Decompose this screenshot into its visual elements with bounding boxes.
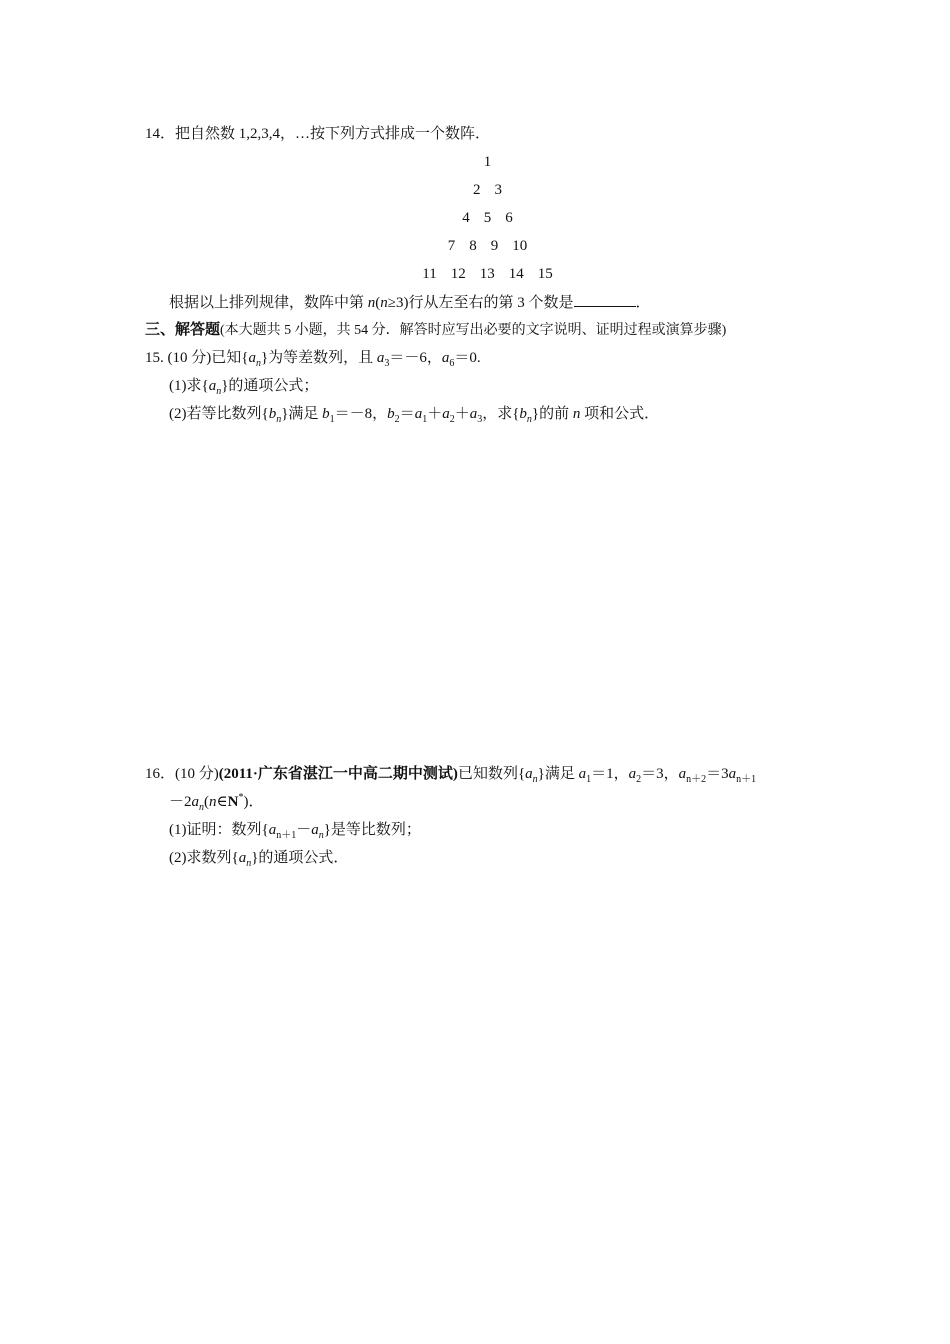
var-b: b bbox=[387, 406, 395, 422]
triangle-cell: 1 bbox=[483, 154, 492, 170]
var-n: n bbox=[572, 406, 581, 422]
text: ＋ bbox=[427, 406, 443, 422]
triangle-row-4 bbox=[0, 236, 950, 256]
q16-part2 bbox=[169, 848, 348, 868]
var-a: a bbox=[628, 766, 637, 782]
text: ＝1， bbox=[591, 766, 629, 782]
text: (2)求数列{ bbox=[169, 850, 239, 866]
text: ＝0. bbox=[454, 350, 481, 366]
var-n: n bbox=[367, 295, 376, 311]
var-a: a bbox=[248, 350, 256, 366]
triangle-cell: 5 bbox=[483, 210, 492, 226]
q16-stem-line2 bbox=[169, 792, 263, 812]
text: 项和公式． bbox=[580, 406, 660, 422]
text: }的通项公式； bbox=[221, 378, 319, 394]
text: ＝3， bbox=[641, 766, 679, 782]
triangle-row-2 bbox=[0, 180, 950, 200]
text: － bbox=[296, 822, 312, 838]
text: ＋ bbox=[454, 406, 470, 422]
section-heading bbox=[145, 320, 726, 341]
set-N: N bbox=[227, 794, 239, 810]
section-note: (本大题共 5 小题，共 54 分．解答时应写出必要的文字说明、证明过程或演算步骤) bbox=[220, 323, 727, 338]
triangle-cell: 13 bbox=[479, 266, 495, 282]
text: }满足 bbox=[537, 766, 579, 782]
var-n: n bbox=[209, 794, 217, 810]
sub-n: n bbox=[199, 802, 205, 813]
var-a: a bbox=[311, 822, 319, 838]
q16-part1 bbox=[169, 820, 421, 840]
text: }为等差数列，且 bbox=[260, 350, 377, 366]
triangle-cell: 15 bbox=[537, 266, 553, 282]
q16-source: (2011·广东省湛江一中高二期中测试) bbox=[218, 766, 458, 782]
triangle-cell: 6 bbox=[505, 210, 513, 226]
var-a: a bbox=[469, 406, 478, 422]
sub-1: 1 bbox=[422, 414, 428, 425]
sub-n: n bbox=[318, 830, 324, 841]
sub-n: n bbox=[246, 858, 252, 869]
text: ＝ bbox=[399, 406, 415, 422]
var-b: b bbox=[322, 406, 330, 422]
prompt-text: ≥3)行从左至右的第 3 个数是 bbox=[387, 295, 574, 311]
text: )． bbox=[243, 794, 264, 810]
sub-3: 3 bbox=[384, 358, 390, 369]
q15-number: 15. bbox=[145, 350, 164, 366]
prompt-text: ． bbox=[635, 295, 651, 311]
var-a: a bbox=[678, 766, 687, 782]
sub-n: n bbox=[526, 414, 532, 425]
triangle-cell: 7 bbox=[447, 238, 456, 254]
text: －2 bbox=[169, 794, 192, 810]
answer-blank[interactable] bbox=[574, 292, 636, 307]
sub-n-plus-1: n＋1 bbox=[276, 830, 297, 841]
section-title: 三、解答题 bbox=[145, 322, 221, 338]
text: ∈ bbox=[216, 794, 228, 810]
sub-2: 2 bbox=[394, 414, 400, 425]
text: ，求{ bbox=[482, 406, 520, 422]
q16-score: (10 分) bbox=[175, 766, 219, 782]
sub-3: 3 bbox=[477, 414, 483, 425]
triangle-cell: 11 bbox=[422, 266, 437, 282]
sub-n: n bbox=[532, 774, 538, 785]
sub-6: 6 bbox=[449, 358, 455, 369]
var-a: a bbox=[376, 350, 385, 366]
var-b: b bbox=[519, 406, 527, 422]
triangle-cell: 3 bbox=[494, 182, 502, 198]
triangle-cell: 9 bbox=[490, 238, 499, 254]
sub-n-plus-1: n＋1 bbox=[736, 774, 757, 785]
q15-part1 bbox=[169, 376, 318, 396]
q14-number: 14． bbox=[145, 126, 176, 142]
text: ＝－6， bbox=[389, 350, 442, 366]
sub-2: 2 bbox=[449, 414, 455, 425]
text: }满足 bbox=[281, 406, 323, 422]
triangle-row-5 bbox=[0, 264, 950, 284]
text: }的通项公式． bbox=[251, 850, 349, 866]
var-a: a bbox=[442, 406, 450, 422]
text: (2)若等比数列{ bbox=[169, 406, 269, 422]
text: 已知数列{ bbox=[457, 766, 526, 782]
sub-1: 1 bbox=[329, 414, 335, 425]
var-a: a bbox=[191, 794, 200, 810]
var-a: a bbox=[441, 350, 450, 366]
q15-part2 bbox=[169, 404, 659, 424]
triangle-cell: 10 bbox=[512, 238, 528, 254]
triangle-cell: 4 bbox=[462, 210, 470, 226]
sub-2: 2 bbox=[636, 774, 642, 785]
triangle-cell: 8 bbox=[469, 238, 477, 254]
var-b: b bbox=[268, 406, 277, 422]
q14-prompt bbox=[169, 292, 651, 313]
sub-n: n bbox=[216, 386, 222, 397]
sup-star: * bbox=[238, 792, 244, 803]
q14-stem bbox=[145, 124, 490, 144]
text: (1)求{ bbox=[169, 378, 209, 394]
triangle-cell: 12 bbox=[450, 266, 466, 282]
sub-1: 1 bbox=[586, 774, 592, 785]
sub-n: n bbox=[255, 358, 261, 369]
text: ＝3 bbox=[706, 766, 729, 782]
triangle-row-1 bbox=[0, 152, 950, 172]
text: (1)证明：数列{ bbox=[169, 822, 269, 838]
triangle-cell: 14 bbox=[508, 266, 524, 282]
triangle-cell: 2 bbox=[473, 182, 481, 198]
q15-score: (10 分) bbox=[167, 350, 212, 366]
sub-n-plus-2: n＋2 bbox=[686, 774, 707, 785]
q15-stem bbox=[145, 348, 481, 368]
text: ( bbox=[204, 794, 210, 810]
var-a: a bbox=[414, 406, 423, 422]
text: 已知{ bbox=[211, 350, 249, 366]
text: }的前 bbox=[531, 406, 573, 422]
text: }是等比数列； bbox=[323, 822, 421, 838]
var-n: n bbox=[380, 295, 388, 311]
prompt-text: 根据以上排列规律，数阵中第 bbox=[169, 295, 368, 311]
sub-n: n bbox=[276, 414, 282, 425]
q14-stem-text: 把自然数 1,2,3,4，…按下列方式排成一个数阵． bbox=[175, 126, 491, 142]
var-a: a bbox=[525, 766, 533, 782]
var-a: a bbox=[728, 766, 737, 782]
var-a: a bbox=[238, 850, 247, 866]
prompt-text: ( bbox=[375, 295, 381, 311]
text: ＝－8， bbox=[334, 406, 388, 422]
q16-stem bbox=[145, 764, 756, 784]
triangle-row-3 bbox=[0, 208, 950, 228]
var-a: a bbox=[268, 822, 277, 838]
q16-number: 16． bbox=[145, 766, 176, 782]
var-a: a bbox=[578, 766, 587, 782]
var-a: a bbox=[208, 378, 217, 394]
